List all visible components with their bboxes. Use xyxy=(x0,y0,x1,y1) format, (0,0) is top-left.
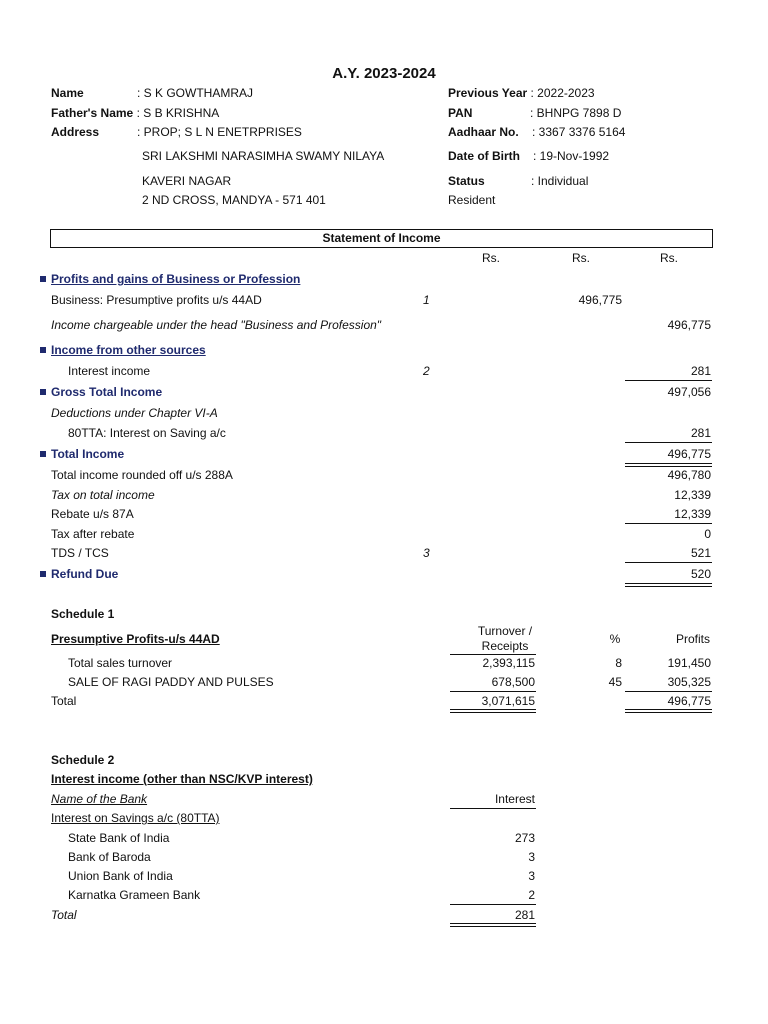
schedule1-heading: Presumptive Profits-u/s 44AD xyxy=(51,632,220,646)
divider xyxy=(450,654,536,655)
section-total-income xyxy=(40,447,124,462)
double-divider xyxy=(450,709,536,713)
bank-interest: 2 xyxy=(528,888,535,902)
bank-interest: 3 xyxy=(528,850,535,864)
row-ref: 2 xyxy=(423,364,430,378)
section-refund-due xyxy=(40,567,118,582)
name-value: : S K GOWTHAMRAJ xyxy=(137,86,254,100)
col-turnover-line2: Receipts xyxy=(481,639,529,653)
rs-header-col1: Rs. xyxy=(482,251,500,265)
prev-year-value: : 2022-2023 xyxy=(530,86,595,100)
row-label: Profits and gains of Business or Profession xyxy=(51,272,301,286)
row-label-rounded: Total income rounded off u/s 288A xyxy=(51,468,233,482)
schedule1-row-turnover: 2,393,115 xyxy=(482,656,535,670)
section-other-sources xyxy=(40,343,206,358)
schedule1-row-pct: 45 xyxy=(608,675,622,689)
divider xyxy=(625,562,712,563)
bank-name: State Bank of India xyxy=(68,831,170,845)
row-label: Income from other sources xyxy=(51,343,206,357)
row-label: Refund Due xyxy=(51,567,119,581)
row-value-col3: 496,780 xyxy=(667,468,711,482)
row-value-col3: 12,339 xyxy=(674,507,711,521)
row-label-interest-income: Interest income xyxy=(68,364,151,378)
bank-name: Bank of Baroda xyxy=(68,850,151,864)
aadhaar-value: : 3367 3376 5164 xyxy=(532,125,626,139)
row-label: Total Income xyxy=(51,447,125,461)
row-value-col3: 521 xyxy=(690,546,711,560)
father-label: Father's Name xyxy=(51,106,134,120)
row-label-rebate: Rebate u/s 87A xyxy=(51,507,134,521)
row-value-col3: 0 xyxy=(704,527,711,541)
statement-header: Statement of Income xyxy=(322,231,441,245)
bullet-icon xyxy=(40,571,46,577)
double-divider xyxy=(450,923,536,927)
divider xyxy=(625,523,712,524)
savings-subheading: Interest on Savings a/c (80TTA) xyxy=(51,811,220,825)
bank-interest: 3 xyxy=(528,869,535,883)
divider xyxy=(625,691,712,692)
schedule2-heading: Interest income (other than NSC/KVP interest) xyxy=(51,772,313,786)
schedule1-row-profits: 191,450 xyxy=(667,656,711,670)
double-divider xyxy=(625,583,712,587)
col-interest: Interest xyxy=(494,792,535,806)
aadhaar-label: Aadhaar No. xyxy=(448,125,519,139)
row-value-col3: 497,056 xyxy=(667,385,711,399)
bullet-icon xyxy=(40,276,46,282)
rs-header-col2: Rs. xyxy=(572,251,590,265)
row-label-deductions: Deductions under Chapter VI-A xyxy=(51,406,218,420)
row-value-col3: 496,775 xyxy=(667,318,711,332)
resident-text: Resident xyxy=(448,193,496,207)
row-label-tds: TDS / TCS xyxy=(51,546,109,560)
col-turnover-line1: Turnover / xyxy=(477,624,533,638)
schedule1-total-turnover: 3,071,615 xyxy=(481,694,535,708)
row-label-income-chargeable: Income chargeable under the head "Business and Profession" xyxy=(51,318,382,332)
schedule1-row-pct: 8 xyxy=(615,656,622,670)
prev-year-label: Previous Year xyxy=(448,86,528,100)
bank-interest: 273 xyxy=(514,831,535,845)
double-divider xyxy=(625,709,712,713)
address-label: Address xyxy=(51,125,100,139)
schedule1-row-label: SALE OF RAGI PADDY AND PULSES xyxy=(68,675,274,689)
schedule1-total-profits: 496,775 xyxy=(667,694,711,708)
father-name-row xyxy=(51,106,219,121)
status-value: : Individual xyxy=(531,174,589,188)
section-business-profession xyxy=(40,272,300,287)
col-percent: % xyxy=(609,632,621,646)
section-gross-total-income xyxy=(40,385,162,400)
father-value: : S B KRISHNA xyxy=(136,106,220,120)
row-ref: 3 xyxy=(423,546,430,560)
schedule2-total-amount: 281 xyxy=(514,908,535,922)
row-ref: 1 xyxy=(423,293,430,307)
address-line-1: : PROP; S L N ENETRPRISES xyxy=(137,125,302,139)
address-line-2: SRI LAKSHMI NARASIMHA SWAMY NILAYA xyxy=(142,149,385,163)
row-value-col3: 496,775 xyxy=(667,447,711,461)
divider xyxy=(625,442,712,443)
row-label: Gross Total Income xyxy=(51,385,163,399)
schedule1-row-turnover: 678,500 xyxy=(491,675,535,689)
bullet-icon xyxy=(40,389,46,395)
name-label: Name xyxy=(51,86,84,100)
bullet-icon xyxy=(40,347,46,353)
bank-name: Karnatka Grameen Bank xyxy=(68,888,201,902)
row-value-col3: 12,339 xyxy=(674,488,711,502)
address-line-4: 2 ND CROSS, MANDYA - 571 401 xyxy=(142,193,326,207)
dob-value: : 19-Nov-1992 xyxy=(533,149,610,163)
schedule2-total-label: Total xyxy=(51,908,77,922)
pan-label: PAN xyxy=(448,106,473,120)
rs-header-col3: Rs. xyxy=(660,251,678,265)
schedule2-title: Schedule 2 xyxy=(51,753,115,767)
divider xyxy=(450,904,536,905)
address-line-3: KAVERI NAGAR xyxy=(142,174,232,188)
divider xyxy=(450,808,536,809)
name-of-bank-label: Name of the Bank xyxy=(51,792,148,806)
double-divider xyxy=(625,463,712,467)
row-label-tax-after-rebate: Tax after rebate xyxy=(51,527,135,541)
dob-label: Date of Birth xyxy=(448,149,520,163)
row-value-col2: 496,775 xyxy=(578,293,622,307)
bullet-icon xyxy=(40,451,46,457)
schedule1-title: Schedule 1 xyxy=(51,607,115,621)
divider xyxy=(625,380,712,381)
pan-value: : BHNPG 7898 D xyxy=(530,106,622,120)
row-value-col3: 281 xyxy=(690,426,711,440)
row-label-tax-on-income: Tax on total income xyxy=(51,488,155,502)
page-title: A.Y. 2023-2024 xyxy=(332,65,436,82)
schedule1-total-label: Total xyxy=(51,694,77,708)
schedule1-row-label: Total sales turnover xyxy=(68,656,173,670)
row-label-presumptive: Business: Presumptive profits u/s 44AD xyxy=(51,293,262,307)
schedule1-row-profits: 305,325 xyxy=(667,675,711,689)
row-value-col3: 281 xyxy=(690,364,711,378)
row-label-80tta: 80TTA: Interest on Saving a/c xyxy=(68,426,226,440)
col-profits: Profits xyxy=(675,632,710,646)
divider xyxy=(450,691,536,692)
previous-year-row xyxy=(448,86,595,101)
bank-name: Union Bank of India xyxy=(68,869,173,883)
row-value-col3: 520 xyxy=(690,567,711,581)
status-label: Status xyxy=(448,174,485,188)
